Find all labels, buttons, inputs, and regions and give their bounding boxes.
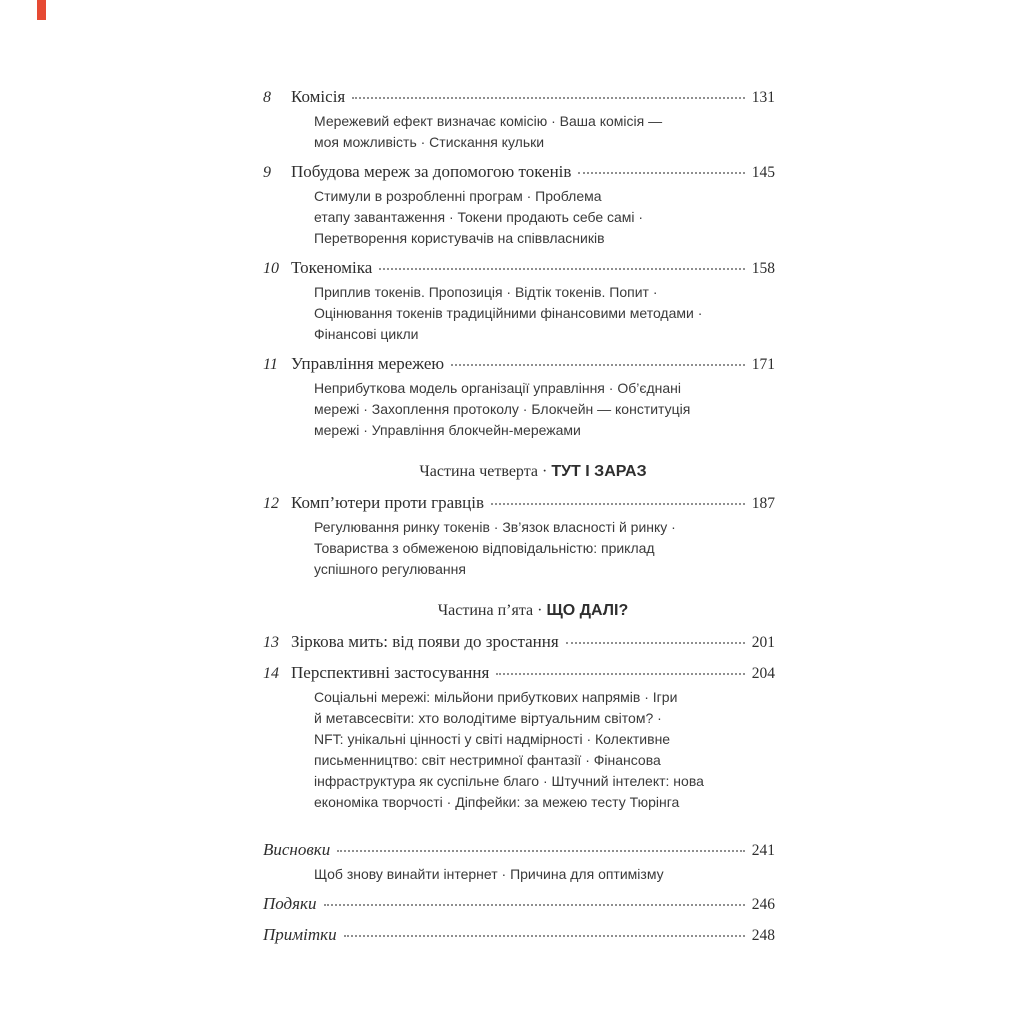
- chapter-number: 9: [263, 164, 271, 181]
- toc-entry-title-row: [263, 161, 775, 184]
- dotted-leader: [578, 172, 744, 174]
- chapter-number: 8: [263, 89, 271, 106]
- page-number: 171: [751, 356, 775, 373]
- chapter-title: Комп’ютери проти гравців: [291, 493, 485, 512]
- page-number: 204: [751, 665, 775, 682]
- toc-entry-title-row: [263, 353, 775, 376]
- toc-entry: [263, 257, 775, 345]
- chapter-description: [314, 378, 775, 441]
- chapter-description: [314, 517, 775, 580]
- toc-entry-title-row: [263, 839, 775, 862]
- dotted-leader: [352, 97, 745, 99]
- part-separator: ·: [542, 463, 548, 480]
- chapter-title: Комісія: [291, 87, 346, 106]
- toc-entry-title-row: [263, 893, 775, 916]
- chapter-description: [314, 186, 775, 249]
- toc-entry: [263, 492, 775, 580]
- toc-entry: [263, 161, 775, 249]
- description-line: Стимули в розробленні програм · Проблема: [314, 188, 602, 204]
- page-number: 187: [751, 495, 775, 512]
- description-line: Фінансові цикли: [314, 326, 419, 342]
- toc-entry: [263, 353, 775, 441]
- toc-entry-title-row: [263, 662, 775, 685]
- table-of-contents: [263, 86, 775, 955]
- toc-entry-title-row: [263, 86, 775, 109]
- description-line: мережі · Управління блокчейн-мережами: [314, 422, 581, 438]
- page-number: 158: [751, 260, 775, 277]
- page-number: 248: [751, 927, 775, 944]
- chapter-title: Управління мережею: [291, 354, 445, 373]
- page-number: 145: [751, 164, 775, 181]
- dotted-leader: [566, 642, 745, 644]
- page-number: 241: [751, 842, 775, 859]
- chapter-number: 11: [263, 356, 278, 373]
- description-line: успішного регулювання: [314, 561, 466, 577]
- dotted-leader: [379, 268, 744, 270]
- dotted-leader: [496, 673, 744, 675]
- toc-entry-title-row: [263, 924, 775, 947]
- description-line: письменництво: світ нестримної фантазії · Фінансова: [314, 752, 661, 768]
- backmatter-title: Висновки: [263, 840, 331, 859]
- part-heading: [263, 461, 775, 483]
- description-line: моя можливість · Стискання кульки: [314, 134, 545, 150]
- backmatter-description: [314, 864, 775, 885]
- chapter-description: [314, 111, 775, 153]
- description-line: мережі · Захоплення протоколу · Блокчейн — конституція: [314, 401, 691, 417]
- dotted-leader: [337, 850, 745, 852]
- toc-entry: [263, 631, 775, 654]
- description-line: Щоб знову винайти інтернет · Причина для оптимізму: [314, 866, 664, 882]
- toc-entry-title-row: [263, 257, 775, 280]
- chapter-title: Токеноміка: [291, 258, 373, 277]
- toc-entry-title-row: [263, 492, 775, 515]
- description-line: Перетворення користувачів на співвласників: [314, 230, 605, 246]
- backmatter-title: Подяки: [263, 894, 317, 913]
- part-label: Частина четверта: [419, 463, 538, 480]
- part-name: ЩО ДАЛІ?: [546, 602, 629, 619]
- chapter-title: Перспективні застосування: [291, 663, 490, 682]
- toc-entry: [263, 662, 775, 813]
- chapter-number: 12: [263, 495, 279, 512]
- dotted-leader: [491, 503, 745, 505]
- description-line: Регулювання ринку токенів · Зв’язок власності й ринку ·: [314, 519, 676, 535]
- chapter-number: 13: [263, 634, 279, 651]
- chapter-description: [314, 282, 775, 345]
- page-number: 246: [751, 896, 775, 913]
- toc-entry-backmatter: [263, 839, 775, 885]
- description-line: Приплив токенів. Пропозиція · Відтік токенів. Попит ·: [314, 284, 658, 300]
- part-label: Частина п’ята: [437, 602, 534, 619]
- page-number: 131: [751, 89, 775, 106]
- dotted-leader: [324, 904, 745, 906]
- chapter-title: Зіркова мить: від появи до зростання: [291, 632, 559, 651]
- dotted-leader: [451, 364, 745, 366]
- part-heading: [263, 600, 775, 622]
- toc-entry-backmatter: [263, 893, 775, 916]
- dotted-leader: [344, 935, 745, 937]
- description-line: інфраструктура як суспільне благо · Штучний інтелект: нова: [314, 773, 704, 789]
- toc-entry: [263, 86, 775, 153]
- chapter-number: 10: [263, 260, 279, 277]
- page-number: 201: [751, 634, 775, 651]
- backmatter-title: Примітки: [263, 925, 337, 944]
- part-separator: ·: [537, 602, 543, 619]
- description-line: NFT: унікальні цінності у світі надмірності · Колективне: [314, 731, 671, 747]
- toc-entry-backmatter: [263, 924, 775, 947]
- description-line: етапу завантаження · Токени продають себе самі ·: [314, 209, 644, 225]
- description-line: Мережевий ефект визначає комісію · Ваша комісія —: [314, 113, 663, 129]
- part-name: ТУТ І ЗАРАЗ: [551, 463, 647, 480]
- description-line: Неприбуткова модель організації управління · Об’єднані: [314, 380, 682, 396]
- description-line: Товариства з обмеженою відповідальністю: приклад: [314, 540, 655, 556]
- chapter-title: Побудова мереж за допомогою токенів: [291, 162, 572, 181]
- red-corner-marker: [37, 0, 46, 20]
- toc-entry-title-row: [263, 631, 775, 654]
- description-line: Соціальні мережі: мільйони прибуткових напрямів · Ігри: [314, 689, 678, 705]
- chapter-description: [314, 687, 775, 813]
- description-line: Оцінювання токенів традиційними фінансовими методами ·: [314, 305, 703, 321]
- description-line: й метавсесвіти: хто володітиме віртуальним світом? ·: [314, 710, 662, 726]
- description-line: економіка творчості · Діпфейки: за межею тесту Тюрінга: [314, 794, 680, 810]
- chapter-number: 14: [263, 665, 279, 682]
